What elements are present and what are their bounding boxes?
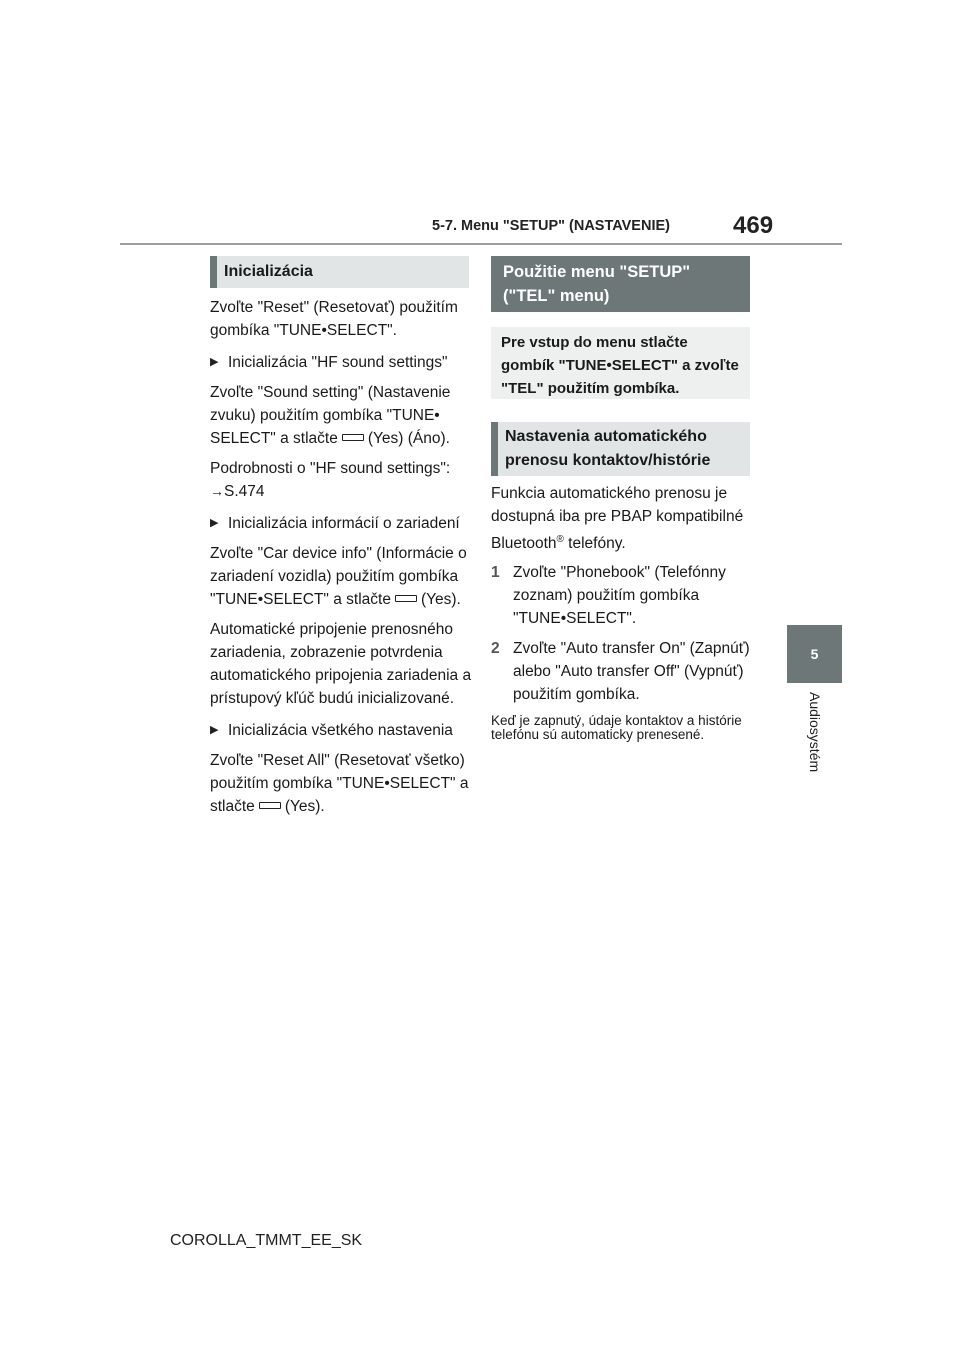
step-number: 2 <box>491 640 500 658</box>
triangle-right-icon: ▶ <box>210 517 219 529</box>
item2-note: Automatické pripojenie prenosného zariadenia, zobrazenie potvrdenia automatického pripojenia zariadenia a prístupový kľúč budú inicializované. <box>210 621 472 707</box>
item2-text-a: Zvoľte "Car device info" (Informácie o zariadení vozidla) použitím gombíka "TUNE•SELECT" a stlačte <box>210 545 467 608</box>
item1-text-b: (Yes) (Áno). <box>367 430 450 447</box>
step-2-text: Zvoľte "Auto transfer On" (Zapnúť) alebo "Auto transfer Off" (Vypnúť) použitím gombíka. <box>513 640 750 704</box>
item1-ref-page[interactable]: S.474 <box>224 483 265 500</box>
left-heading <box>210 256 469 288</box>
item3-text-a: Zvoľte "Reset All" (Resetovať všetko) použitím gombíka "TUNE•SELECT" a stlačte <box>210 752 469 815</box>
chapter-label: Audiosystém <box>806 692 823 773</box>
left-heading-text: Inicializácia <box>224 263 313 280</box>
item2-text <box>210 542 472 611</box>
right-note: Keď je zapnutý, údaje kontaktov a histórie telefónu sú automaticky prenesené. <box>491 713 742 743</box>
bullet-item-device <box>210 512 472 535</box>
heading-bar <box>491 422 498 476</box>
right-para <box>491 482 753 555</box>
step-1 <box>491 561 753 630</box>
button-icon <box>342 434 364 441</box>
button-icon <box>259 802 281 809</box>
item3-text-b: (Yes). <box>284 798 325 815</box>
step-number: 1 <box>491 564 500 582</box>
right-subheading <box>491 422 750 476</box>
chapter-label-wrap <box>787 692 842 832</box>
right-subheading-text: Nastavenia automatického prenosu kontaktov/histórie <box>505 428 711 469</box>
page-number: 469 <box>733 212 774 239</box>
item1-text <box>210 381 472 450</box>
step-1-text: Zvoľte "Phonebook" (Telefónny zoznam) použitím gombíka "TUNE•SELECT". <box>513 564 726 628</box>
item2-text-b: (Yes). <box>420 591 461 608</box>
item1-details: Podrobnosti o "HF sound settings": <box>210 460 451 477</box>
chapter-number: 5 <box>810 646 819 662</box>
item3-text <box>210 749 472 818</box>
right-heading-text: Použitie menu "SETUP" ("TEL" menu) <box>503 263 691 305</box>
right-intro-box <box>491 327 750 399</box>
registered-mark: ® <box>556 534 564 545</box>
step-2 <box>491 637 753 706</box>
item2-title: Inicializácia informácií o zariadení <box>228 515 460 532</box>
header-divider <box>120 243 842 245</box>
right-intro-text: Pre vstup do menu stlačte gombík "TUNE•SELECT" a zvoľte "TEL" použitím gombíka. <box>501 334 739 397</box>
item1-text-a: Zvoľte "Sound setting" (Nastavenie zvuku) použitím gombíka "TUNE• SELECT" a stlačte <box>210 384 451 447</box>
left-intro: Zvoľte "Reset" (Resetovať) použitím gombíka "TUNE•SELECT". <box>210 299 458 339</box>
right-para-a: Funkcia automatického prenosu je dostupná iba pre PBAP kompatibilné Bluetooth <box>491 485 744 553</box>
button-icon <box>395 595 417 602</box>
right-column <box>491 482 753 742</box>
left-column <box>210 296 472 818</box>
item1-ref <box>210 480 472 503</box>
chapter-tab <box>787 625 842 683</box>
triangle-right-icon: ▶ <box>210 356 219 368</box>
bullet-item-all <box>210 719 472 742</box>
document-code: COROLLA_TMMT_EE_SK <box>170 1232 363 1249</box>
bullet-item-hf <box>210 351 472 374</box>
heading-bar <box>210 256 217 288</box>
right-para-b: telefóny. <box>563 535 626 553</box>
section-title: 5-7. Menu "SETUP" (NASTAVENIE) <box>432 218 670 234</box>
item1-title: Inicializácia "HF sound settings" <box>228 354 448 371</box>
item3-title: Inicializácia všetkého nastavenia <box>228 722 453 739</box>
triangle-right-icon: ▶ <box>210 724 219 736</box>
right-heading <box>491 256 750 312</box>
arrow-right-icon: → <box>210 483 224 499</box>
